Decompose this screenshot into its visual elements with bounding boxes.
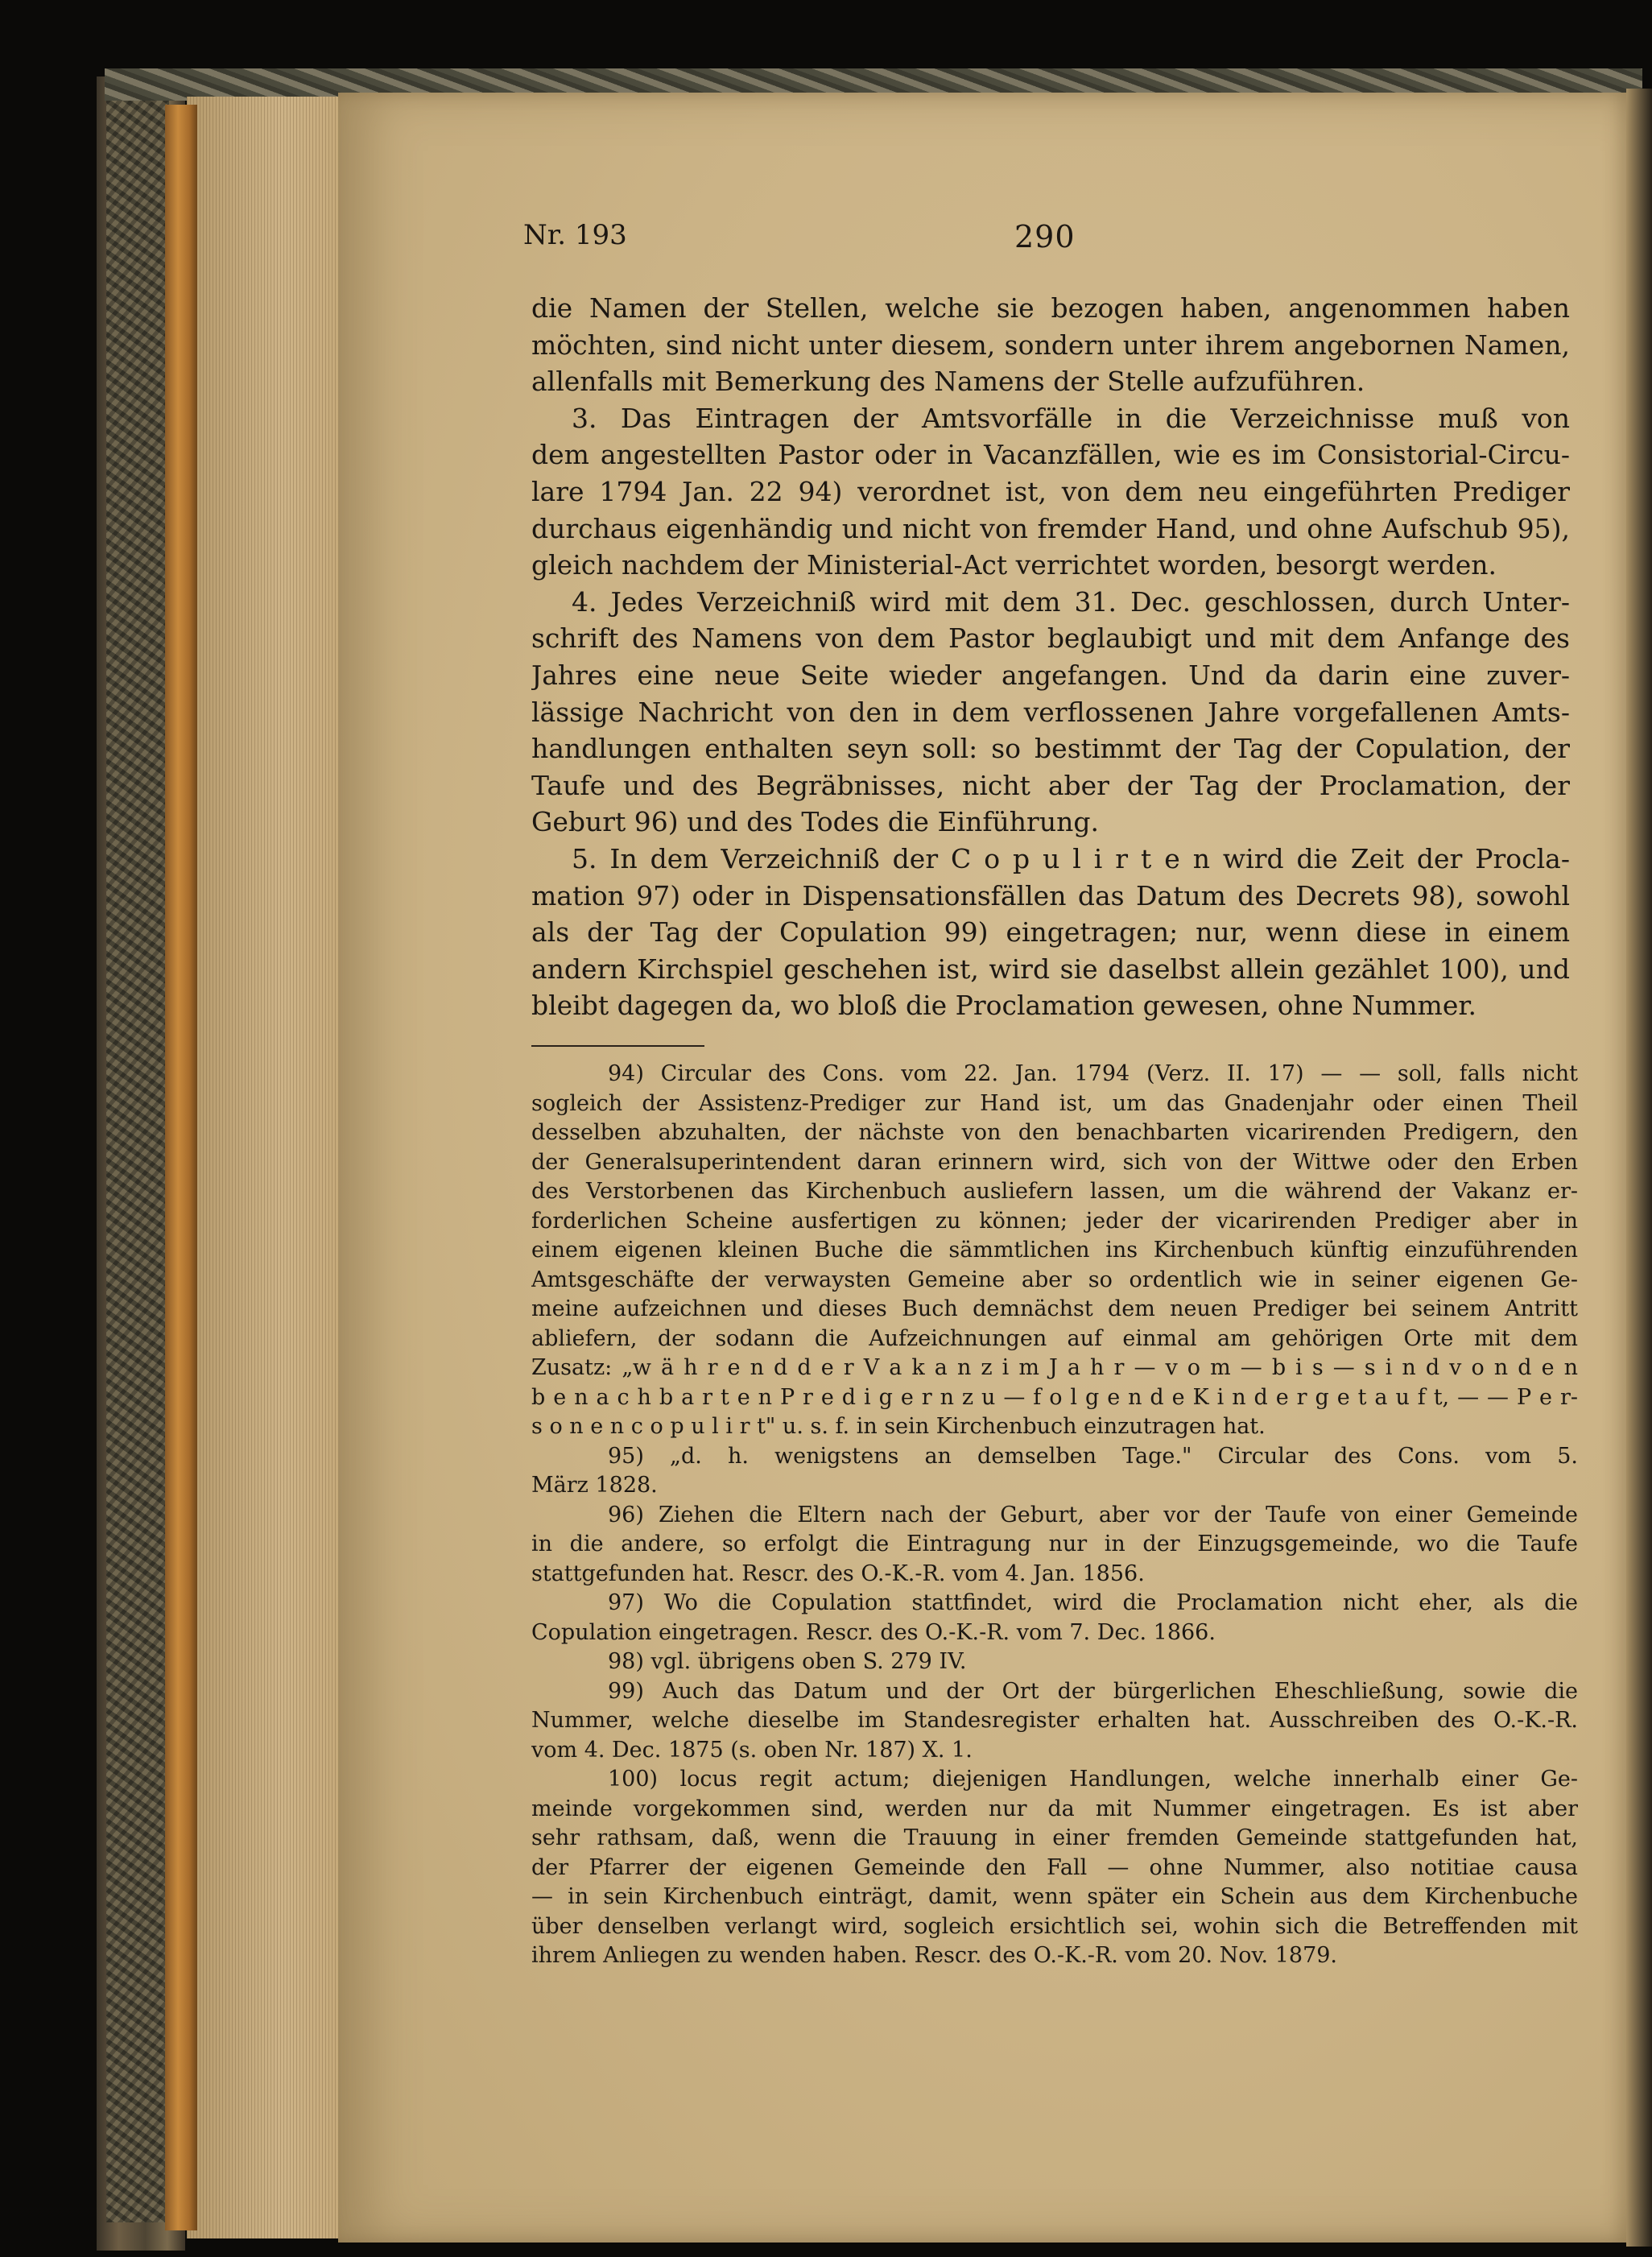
body-line: die Namen der Stellen, welche sie bezogen haben, angenommen haben	[531, 292, 1570, 324]
marbled-endpaper	[106, 89, 169, 2222]
body-line: durchaus eigenhändig und nicht von fremder Hand, und ohne Aufschub 95),	[531, 512, 1570, 544]
footnote-line: der Pfarrer der eigenen Gemeinde den Fall — ohne Nummer, also notitiae causa	[531, 1854, 1578, 1880]
footnote-rule	[531, 1045, 704, 1047]
running-header	[523, 219, 1570, 259]
footnote-line: Copulation eingetragen. Rescr. des O.-K.-R. vom 7. Dec. 1866.	[531, 1619, 1216, 1645]
footnote-line: meinde vorgekommen sind, werden nur da mit Nummer eingetragen. Es ist aber	[531, 1796, 1578, 1821]
body-line: lässige Nachricht von den in dem verflossenen Jahre vorgefallenen Amts-	[531, 696, 1570, 728]
body-line: lare 1794 Jan. 22 94) verordnet ist, von dem neu eingeführten Prediger	[531, 475, 1570, 507]
footnote-line: 99) Auch das Datum und der Ort der bürgerlichen Eheschließung, sowie die	[608, 1678, 1578, 1704]
footnote-line: — in sein Kirchenbuch einträgt, damit, wenn später ein Schein aus dem Kirchenbuche	[531, 1884, 1578, 1909]
footnote-line: forderlichen Scheine ausfertigen zu können; jeder der vicarirenden Prediger aber in	[531, 1208, 1578, 1234]
footnote-line: März 1828.	[531, 1473, 658, 1498]
footnote-line: meine aufzeichnen und dieses Buch demnächst dem neuen Prediger bei seinem Antritt	[531, 1296, 1578, 1321]
body-line: andern Kirchspiel geschehen ist, wird sie daselbst allein gezählet 100), und	[531, 953, 1570, 985]
body-line: allenfalls mit Bemerkung des Namens der Stelle aufzuführen.	[531, 366, 1365, 398]
footnote-line: über denselben verlangt wird, sogleich ersichtlich sei, wohin sich die Betreffenden mit	[531, 1913, 1578, 1939]
body-line: als der Tag der Copulation 99) eingetragen; nur, wenn diese in einem	[531, 916, 1570, 949]
footnote-line: Zusatz: „w ä h r e n d d e r V a k a n z i m J a h r — v o m — b i s — s i n d v o n d e n	[531, 1355, 1578, 1380]
footnote-line: 96) Ziehen die Eltern nach der Geburt, aber vor der Taufe von einer Gemeinde	[608, 1502, 1578, 1527]
footnote-line: sehr rathsam, daß, wenn die Trauung in einer fremden Gemeinde stattgefunden hat,	[531, 1825, 1578, 1850]
body-line: Taufe und des Begräbnisses, nicht aber der Tag der Proclamation, der	[531, 769, 1570, 801]
footnote-line: b e n a c h b a r t e n P r e d i g e r n z u — f o l g e n d e K i n d e r g e t a u f t, — — P e r-	[531, 1384, 1578, 1410]
body-line: möchten, sind nicht unter diesem, sondern unter ihrem angebornen Namen,	[531, 329, 1570, 361]
footnote-line: in die andere, so erfolgt die Eintragung nur in der Einzugsgemeinde, wo die Taufe	[531, 1532, 1578, 1556]
footnote-line: vom 4. Dec. 1875 (s. oben Nr. 187) X. 1.	[531, 1737, 973, 1763]
footnote-line: 95) „d. h. wenigstens an demselben Tage." Circular des Cons. vom 5.	[608, 1443, 1578, 1469]
footnote-line: ihrem Anliegen zu wenden haben. Rescr. des O.-K.-R. vom 20. Nov. 1879.	[531, 1943, 1338, 1968]
body-line: gleich nachdem der Ministerial-Act verrichtet worden, besorgt werden.	[531, 549, 1497, 581]
page-right-edge	[1626, 89, 1652, 2247]
page-number: 290	[1014, 219, 1076, 254]
body-line: dem angestellten Pastor oder in Vacanzfällen, wie es im Consistorial-Circu-	[531, 439, 1570, 471]
main-text	[531, 290, 1570, 1024]
footnote-line: Nummer, welche dieselbe im Standesregister erhalten hat. Ausschreiben des O.-K.-R.	[531, 1708, 1578, 1733]
body-line: handlungen enthalten seyn soll: so bestimmt der Tag der Copulation, der	[531, 733, 1570, 765]
footnote-line: sogleich der Assistenz-Prediger zur Hand ist, um das Gnadenjahr oder einen Theil	[531, 1090, 1578, 1116]
body-line: mation 97) oder in Dispensationsfällen das Datum des Decrets 98), sowohl	[531, 879, 1570, 911]
footnote-line: abliefern, der sodann die Aufzeichnungen auf einmal am gehörigen Orte mit dem	[531, 1325, 1578, 1351]
body-line: Geburt 96) und des Todes die Einführung.	[531, 806, 1099, 838]
footnote-line: desselben abzuhalten, der nächste von den benachbarten vicarirenden Predigern, den	[531, 1120, 1578, 1145]
footnotes	[531, 1060, 1578, 1971]
body-line: 3. Das Eintragen der Amtsvorfälle in die Verzeichnisse muß von	[572, 402, 1570, 434]
footnote-line: Amtsgeschäfte der verwaysten Gemeine aber so ordentlich wie in seiner eigenen Ge-	[531, 1267, 1578, 1292]
body-line: schrift des Namens von dem Pastor beglaubigt und mit dem Anfange des	[531, 622, 1570, 655]
book-spine-edge	[165, 105, 197, 2230]
body-line: 4. Jedes Verzeichniß wird mit dem 31. Dec. geschlossen, durch Unter-	[572, 585, 1570, 618]
footnote-line: 97) Wo die Copulation stattfindet, wird die Proclamation nicht eher, als die	[608, 1590, 1578, 1615]
footnote-line: 94) Circular des Cons. vom 22. Jan. 1794 (Verz. II. 17) — — soll, falls nicht	[608, 1061, 1578, 1086]
body-line: bleibt dagegen da, wo bloß die Proclamation gewesen, ohne Nummer.	[531, 990, 1476, 1022]
footnote-line: 98) vgl. übrigens oben S. 279 IV.	[608, 1649, 967, 1674]
footnote-line: des Verstorbenen das Kirchenbuch ausliefern lassen, um die während der Vakanz er-	[531, 1179, 1578, 1204]
footnote-line: 100) locus regit actum; diejenigen Handlungen, welche innerhalb einer Ge-	[608, 1767, 1578, 1792]
body-line: Jahres eine neue Seite wieder angefangen. Und da darin eine zuver-	[531, 659, 1570, 691]
footnote-line: stattgefunden hat. Rescr. des O.-K.-R. vom 4. Jan. 1856.	[531, 1560, 1145, 1586]
body-line: 5. In dem Verzeichniß der C o p u l i r t e n wird die Zeit der Procla-	[572, 842, 1570, 874]
footnote-line: s o n e n c o p u l i r t" u. s. f. in sein Kirchenbuch einzutragen hat.	[531, 1414, 1266, 1439]
footnote-line: der Generalsuperintendent daran erinnern wird, sich von der Wittwe oder den Erben	[531, 1149, 1578, 1175]
footnote-line: einem eigenen kleinen Buche die sämmtlichen ins Kirchenbuch künftig einzuführenden	[531, 1238, 1578, 1263]
section-number: Nr. 193	[523, 219, 627, 251]
page-stack-edges	[187, 97, 348, 2238]
